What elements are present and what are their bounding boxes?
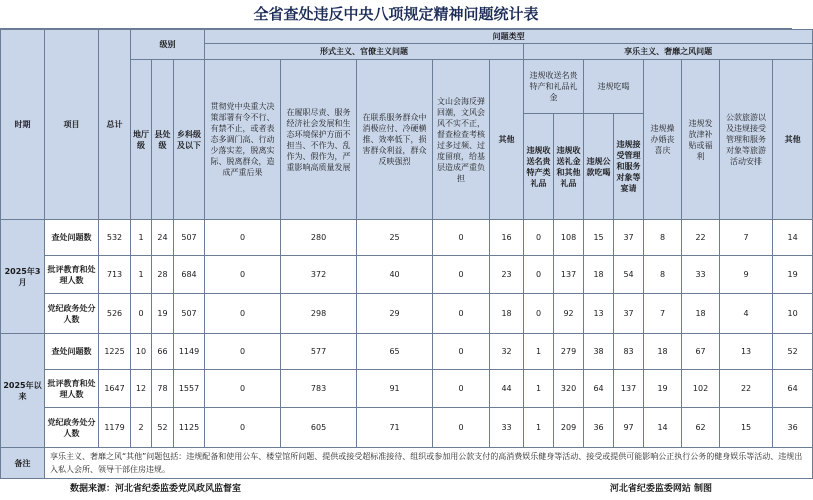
total-cell: 1179 [99, 408, 131, 448]
eat-a-cell: 15 [584, 220, 614, 256]
eat-b-cell: 54 [614, 256, 644, 294]
ting-cell: 12 [131, 370, 152, 408]
h4-cell: 22 [682, 220, 720, 256]
gift-b-cell: 209 [554, 408, 584, 448]
f3-cell: 71 [357, 408, 433, 448]
header-level-xiang: 乡科级及以下 [174, 60, 205, 220]
statistics-table [0, 29, 813, 479]
xiang-cell: 1557 [174, 370, 205, 408]
table-title: 全省查处违反中央八项规定精神问题统计表 [0, 0, 792, 29]
gift-a-cell: 1 [524, 408, 554, 448]
data-source: 数据来源：河北省纪委监委党风政风监督室 [70, 484, 242, 494]
f3-cell: 25 [357, 220, 433, 256]
header-gift-specialty: 违规收送名贵特产类礼品 [524, 114, 554, 220]
f4-cell: 0 [433, 294, 490, 334]
period-cell: 2025年以来 [1, 334, 45, 448]
gift-a-cell: 0 [524, 220, 554, 256]
gift-b-cell: 137 [554, 256, 584, 294]
period-cell: 2025年3月 [1, 220, 45, 334]
header-level-xian: 县处级 [152, 60, 174, 220]
f5-cell: 23 [490, 256, 524, 294]
table-row [1, 294, 813, 334]
h5-cell: 9 [720, 256, 773, 294]
h6-cell: 10 [773, 294, 813, 334]
ting-cell: 0 [131, 294, 152, 334]
eat-b-cell: 83 [614, 334, 644, 370]
f2-cell: 577 [281, 334, 357, 370]
gift-a-cell: 0 [524, 256, 554, 294]
f2-cell: 783 [281, 370, 357, 408]
f1-cell: 0 [205, 256, 281, 294]
f1-cell: 0 [205, 220, 281, 256]
xian-cell: 19 [152, 294, 174, 334]
ting-cell: 10 [131, 334, 152, 370]
h4-cell: 102 [682, 370, 720, 408]
xian-cell: 28 [152, 256, 174, 294]
table-row [1, 370, 813, 408]
f3-cell: 40 [357, 256, 433, 294]
header-gift-money: 违规收送礼金和其他礼品 [554, 114, 584, 220]
h6-cell: 36 [773, 408, 813, 448]
f2-cell: 298 [281, 294, 357, 334]
f1-cell: 0 [205, 408, 281, 448]
made-by: 河北省纪委监委网站 制图 [609, 484, 712, 494]
xian-cell: 78 [152, 370, 174, 408]
table-row [1, 408, 813, 448]
eat-a-cell: 18 [584, 256, 614, 294]
h5-cell: 7 [720, 220, 773, 256]
header-period: 时期 [1, 30, 45, 220]
xian-cell: 66 [152, 334, 174, 370]
h3-cell: 8 [644, 256, 682, 294]
f5-cell: 33 [490, 408, 524, 448]
header-formalism-other: 其他 [490, 60, 524, 220]
f4-cell: 0 [433, 220, 490, 256]
xiang-cell: 1125 [174, 408, 205, 448]
header-allowance: 违规发放津补贴或福利 [682, 60, 720, 220]
table-row [1, 256, 813, 294]
eat-a-cell: 13 [584, 294, 614, 334]
h3-cell: 14 [644, 408, 682, 448]
h6-cell: 14 [773, 220, 813, 256]
h6-cell: 52 [773, 334, 813, 370]
xiang-cell: 1149 [174, 334, 205, 370]
total-cell: 1647 [99, 370, 131, 408]
ting-cell: 2 [131, 408, 152, 448]
h3-cell: 7 [644, 294, 682, 334]
h4-cell: 18 [682, 294, 720, 334]
eat-a-cell: 64 [584, 370, 614, 408]
f5-cell: 44 [490, 370, 524, 408]
eat-a-cell: 36 [584, 408, 614, 448]
header-eat-banquet: 违规接受管理和服务对象等宴请 [614, 114, 644, 220]
note-text: 享乐主义、奢靡之风“其他”问题包括：违规配备和使用公车、楼堂馆所问题、提供或接受超标准接待、组织或参加用公款支付的高消费娱乐健身等活动、接受或提供可能影响公正执行公务的健身娱乐等活动、违规出入私人会所、领导干部住房违规。 [45, 448, 813, 479]
note-label: 备注 [1, 448, 45, 479]
gift-b-cell: 108 [554, 220, 584, 256]
f3-cell: 65 [357, 334, 433, 370]
eat-b-cell: 137 [614, 370, 644, 408]
item-cell: 查处问题数 [45, 220, 99, 256]
f4-cell: 0 [433, 408, 490, 448]
f5-cell: 16 [490, 220, 524, 256]
h3-cell: 8 [644, 220, 682, 256]
header-eat-group: 违规吃喝 [584, 60, 644, 114]
header-gift-group: 违规收送名贵特产和礼品礼金 [524, 60, 584, 114]
header-eat-public: 违规公款吃喝 [584, 114, 614, 220]
f3-cell: 29 [357, 294, 433, 334]
header-wedding-funeral: 违规操办婚丧喜庆 [644, 60, 682, 220]
item-cell: 批评教育和处理人数 [45, 256, 99, 294]
f1-cell: 0 [205, 334, 281, 370]
gift-b-cell: 320 [554, 370, 584, 408]
f1-cell: 0 [205, 370, 281, 408]
h6-cell: 64 [773, 370, 813, 408]
h4-cell: 33 [682, 256, 720, 294]
f3-cell: 91 [357, 370, 433, 408]
gift-b-cell: 279 [554, 334, 584, 370]
total-cell: 526 [99, 294, 131, 334]
header-item: 项目 [45, 30, 99, 220]
f4-cell: 0 [433, 334, 490, 370]
header-hedonism-group: 享乐主义、奢靡之风问题 [524, 44, 813, 60]
header-problem-type: 问题类型 [205, 30, 813, 44]
f2-cell: 372 [281, 256, 357, 294]
f5-cell: 32 [490, 334, 524, 370]
gift-a-cell: 1 [524, 334, 554, 370]
f4-cell: 0 [433, 256, 490, 294]
h6-cell: 19 [773, 256, 813, 294]
h5-cell: 22 [720, 370, 773, 408]
total-cell: 713 [99, 256, 131, 294]
h3-cell: 18 [644, 334, 682, 370]
ting-cell: 1 [131, 220, 152, 256]
eat-a-cell: 38 [584, 334, 614, 370]
h4-cell: 67 [682, 334, 720, 370]
eat-b-cell: 37 [614, 294, 644, 334]
item-cell: 党纪政务处分人数 [45, 408, 99, 448]
h3-cell: 19 [644, 370, 682, 408]
f2-cell: 280 [281, 220, 357, 256]
f5-cell: 18 [490, 294, 524, 334]
item-cell: 查处问题数 [45, 334, 99, 370]
header-level-ting: 地厅级 [131, 60, 152, 220]
h5-cell: 13 [720, 334, 773, 370]
h5-cell: 15 [720, 408, 773, 448]
header-formalism-2: 在履职尽责、服务经济社会发展和生态环境保护方面不担当、不作为、乱作为、假作为，严重影响高质量发展 [281, 60, 357, 220]
xiang-cell: 684 [174, 256, 205, 294]
f2-cell: 605 [281, 408, 357, 448]
note-row [1, 448, 813, 479]
gift-b-cell: 92 [554, 294, 584, 334]
xian-cell: 24 [152, 220, 174, 256]
header-level-group: 级别 [131, 30, 205, 60]
eat-b-cell: 37 [614, 220, 644, 256]
header-formalism-group: 形式主义、官僚主义问题 [205, 44, 524, 60]
gift-a-cell: 1 [524, 370, 554, 408]
item-cell: 党纪政务处分人数 [45, 294, 99, 334]
gift-a-cell: 0 [524, 294, 554, 334]
h5-cell: 4 [720, 294, 773, 334]
table-row [1, 220, 813, 256]
eat-b-cell: 97 [614, 408, 644, 448]
header-formalism-3: 在联系服务群众中消极应付、冷硬横推、效率低下，损害群众利益，群众反映强烈 [357, 60, 433, 220]
f1-cell: 0 [205, 294, 281, 334]
item-cell: 批评教育和处理人数 [45, 370, 99, 408]
header-formalism-1: 贯彻党中央重大决策部署有令不行、有禁不止，或者表态多调门高、行动少落实差，脱离实际、脱离群众，造成严重后果 [205, 60, 281, 220]
xiang-cell: 507 [174, 294, 205, 334]
header-total: 总计 [99, 30, 131, 220]
header-formalism-4: 文山会海反弹回潮，文风会风不实不正，督查检查考核过多过频、过度留痕，给基层造成严重负担 [433, 60, 490, 220]
footer [0, 479, 792, 499]
ting-cell: 1 [131, 256, 152, 294]
table-row [1, 334, 813, 370]
header-tourism: 公款旅游以及违规接受管理和服务对象等旅游活动安排 [720, 60, 773, 220]
total-cell: 532 [99, 220, 131, 256]
header-hedonism-other: 其他 [773, 60, 813, 220]
xian-cell: 52 [152, 408, 174, 448]
f4-cell: 0 [433, 370, 490, 408]
h4-cell: 62 [682, 408, 720, 448]
total-cell: 1225 [99, 334, 131, 370]
xiang-cell: 507 [174, 220, 205, 256]
